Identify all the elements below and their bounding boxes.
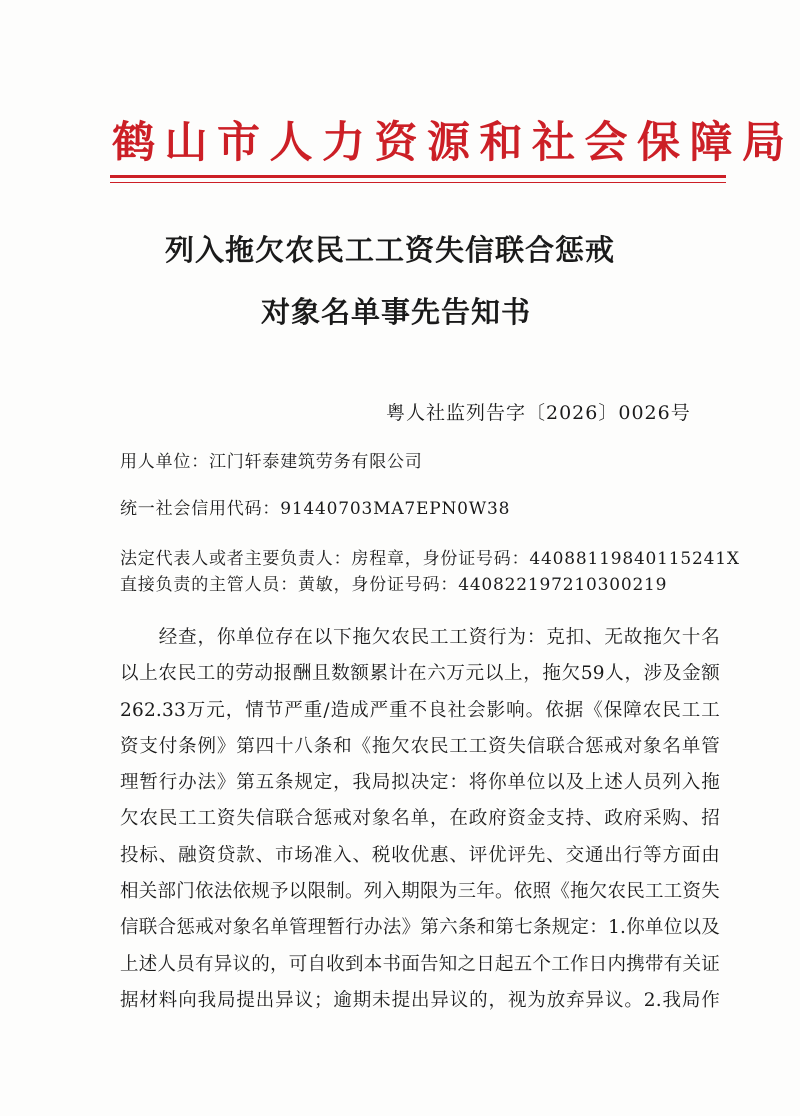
body-line: 信联合惩戒对象名单管理暂行办法》第六条和第七条规定：1.你单位以及 bbox=[120, 917, 720, 939]
body-line: 经查，你单位存在以下拖欠农民工工资行为：克扣、无故拖欠十名 bbox=[120, 627, 720, 648]
document-title-line1: 列入拖欠农民工工资失信联合惩戒 bbox=[164, 233, 615, 267]
body-line: 262.33万元，情节严重/造成严重不良社会影响。依据《保障农民工工 bbox=[120, 699, 720, 721]
organization-header: 鹤山市人力资源和社会保障局 bbox=[112, 118, 795, 168]
legal-representative-field: 法定代表人或者主要负责人：房程章，身份证号码：44088119840115241X bbox=[120, 549, 740, 569]
body-line: 资支付条例》第四十八条和《拖欠农民工工资失信联合惩戒对象名单管 bbox=[120, 735, 720, 757]
body-line: 以上农民工的劳动报酬且数额累计在六万元以上，拖欠59人，涉及金额 bbox=[120, 663, 720, 685]
header-rule-thin bbox=[110, 182, 726, 183]
document-title-line2: 对象名单事先告知书 bbox=[260, 295, 531, 329]
document-number: 粤人社监列告字〔2026〕0026号 bbox=[386, 402, 691, 424]
body-line: 理暂行办法》第五条规定，我局拟决定：将你单位以及上述人员列入拖 bbox=[120, 772, 720, 794]
body-line: 投标、融资贷款、市场准入、税收优惠、评优评先、交通出行等方面由 bbox=[120, 844, 720, 866]
body-line: 据材料向我局提出异议；逾期未提出异议的，视为放弃异议。2.我局作 bbox=[120, 989, 720, 1011]
manager-field: 直接负责的主管人员：黄敏，身份证号码：440822197210300219 bbox=[120, 575, 668, 595]
body-line: 相关部门依法依规予以限制。列入期限为三年。依照《拖欠农民工工资失 bbox=[120, 881, 720, 903]
body-paragraph bbox=[120, 620, 720, 1019]
employer-field: 用人单位：江门轩泰建筑劳务有限公司 bbox=[120, 452, 423, 472]
body-line: 欠农民工工资失信联合惩戒对象名单，在政府资金支持、政府采购、招 bbox=[120, 808, 720, 830]
credit-code-field: 统一社会信用代码：91440703MA7EPN0W38 bbox=[120, 499, 511, 519]
header-rule-thick bbox=[110, 175, 726, 178]
body-line: 上述人员有异议的，可自收到本书面告知之日起五个工作日内携带有关证 bbox=[120, 953, 720, 975]
